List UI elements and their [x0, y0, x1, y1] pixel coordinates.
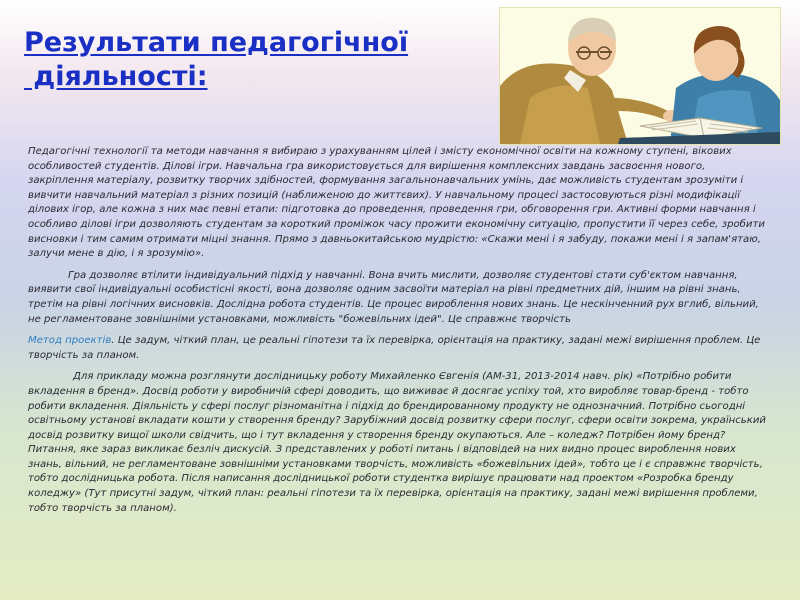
title-line-2: діяльності:: [24, 61, 208, 92]
title-line-1: Результати педагогічної: [24, 27, 409, 58]
slide-body: [28, 145, 770, 523]
project-method-link[interactable]: Метод проектів: [28, 335, 112, 347]
teacher-and-student-reading-icon: [500, 8, 780, 144]
paragraph-business-games: Педагогічні технології та методи навчання я вибираю з урахуванням цілей і змісту економічної освіти на кожному ступені, вікових особливостей студентів. Ділові ігри. Навчальна гра використовується для вирішення комплексних завдань засвоєння нового, закріплення матеріалу, розвитку творчих здібностей, формування загальнонавчальних умінь, дає можливість студентам зрозуміти і вивчити навчальний матеріал з різних позицій (наближеною до життєвих). У навчальному процесі застосовуються різні модифікації ділових ігор, але кожна з них має певні етапи: підготовка до проведення, проведення гри, обговорення гри. Активні форми навчання і особливо ділові ігри дозволяють студентам за короткий проміжок часу прожити економічну ситуацію, пропустити її через себе, зробити висновки і тим самим отримати міцні знання. Прямо з давньокитайською мудрістю: «Скажи мені і я забуду, покажи мені і я запам'ятаю, залучи мене в дію, і я зрозумію».: [28, 146, 765, 260]
paragraph-research-example: Для прикладу можна розглянути дослідницьку роботу Михайленко Євгенія (АМ-31, 2013-2014 навч. рік) «Потрібно робити вкладення в бренд». Досвід роботи у виробничій сфері доводить, що виживає й досягає успіху той, хто виробляє товар-бренд - тобто робити вкладення. Діяльність у сфері послуг різноманітна і підхід до брендированному продукту не однозначний. Потрібно сьогодні освітньому установі вкладати кошти у створення бренду? Зарубіжний досвід розвитку сфери послуг, сфери освіти зокрема, український досвід розвитку вищої школи свідчить, що і тут вкладення у створення бренду окупаються. Але – коледж? Потрібен йому бренд? Питання, яке зараз викликає безліч дискусій. З представлених у роботі питань і відповідей на них видно процес вироблення нових знань, вільний, не регламентоване зовнішніми установками творчість, можливість «божевільних ідей», тобто це і є справжнє творчість, тобто дослідницька робота. Після написання дослідницької роботи студентка вирішує працювати над проектом «Розробка бренду коледжу» (Тут присутні задум, чіткий план: реальні гіпотези та їх перевірка, орієнтація на практику, задані межі вирішення проблеми, тобто творчість за планом).: [28, 371, 766, 514]
project-method-text: . Це задум, чіткий план, це реальні гіпотези та їх перевірка, орієнтація на практику, задані межі вирішення проблем. Це творчість за планом.: [28, 335, 761, 361]
paragraph-game-approach: Гра дозволяє втілити індивідуальний підхід у навчанні. Вона вчить мислити, дозволяє студентові стати суб'єктом навчання, виявити свої індивідуальні особистісні якості, вона дозволяє одним засвоїти матеріал на рівні предметних дій, іншим на рівні знань, третім на рівні логічних висновків. Дослідна робота студентів. Це процес вироблення нових знань. Це нескінченний рух вглиб, вільний, не регламентоване зовнішніми установками, можливість "божевільних ідей". Це справжнє творчість: [28, 269, 759, 325]
paragraph-project-method: [28, 334, 770, 363]
slide-title: [24, 26, 494, 94]
